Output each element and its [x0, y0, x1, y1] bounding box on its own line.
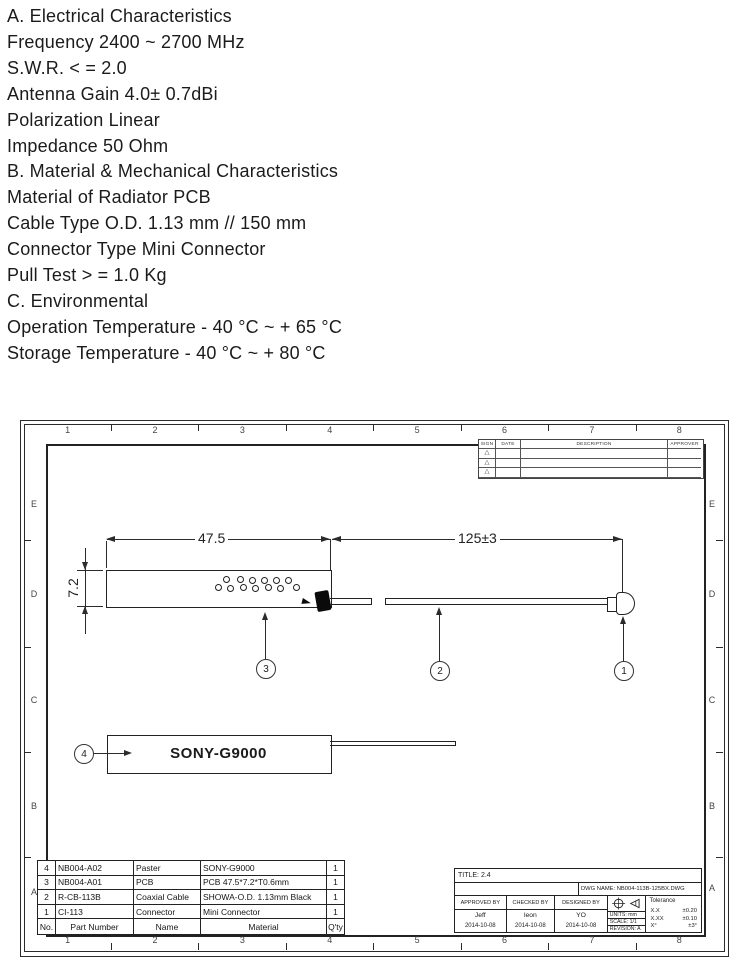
revision-marker-icon: △	[479, 468, 496, 478]
spec-line: Operation Temperature - 40 °C ~ + 65 °C	[7, 316, 343, 337]
pcb-hole-dot	[265, 584, 272, 591]
parts-header-part-number: Part Number	[56, 919, 134, 934]
parts-cell-qty: 1	[327, 890, 344, 905]
revision-cell	[496, 459, 521, 469]
row-letter: B	[708, 801, 716, 811]
tolerance-row	[650, 923, 697, 930]
paster-cable	[330, 741, 456, 746]
revision-cell	[521, 449, 668, 459]
ruler-tick	[716, 540, 723, 541]
title-text: TITLE: 2.4	[455, 869, 701, 883]
ruler-number: 8	[676, 935, 682, 945]
parts-cell-qty: 1	[327, 861, 344, 876]
parts-table	[37, 860, 345, 935]
balloon-2	[430, 661, 450, 681]
ruler-tick	[461, 424, 462, 431]
parts-cell-part-number: NB004-A01	[56, 876, 134, 891]
balloon-number: 4	[81, 748, 87, 760]
row-letter: E	[708, 499, 716, 509]
designed-by-date: 2014-10-08	[565, 922, 597, 929]
revision-cell	[496, 468, 521, 478]
spec-line: B. Material & Mechanical Characteristics	[7, 161, 339, 182]
approved-by-date: 2014-10-08	[464, 922, 496, 929]
parts-cell-name: Paster	[134, 861, 201, 876]
balloon-leader	[439, 613, 440, 661]
parts-cell-part-number: CI-113	[56, 905, 134, 920]
ruler-tick	[373, 943, 374, 950]
ruler-number: 2	[152, 425, 158, 435]
ruler-tick	[24, 857, 31, 858]
revision-cell	[668, 468, 701, 478]
ruler-tick	[461, 943, 462, 950]
dimension-47-5-label: 47.5	[195, 531, 228, 545]
parts-cell-part-number: NB004-A02	[56, 861, 134, 876]
revision-header-description: DESCRIPTION	[521, 440, 668, 449]
tolerance-label: Tolerance	[649, 898, 676, 904]
ruler-tick	[111, 424, 112, 431]
spec-line: A. Electrical Characteristics	[7, 6, 232, 26]
revision-marker-icon: △	[479, 459, 496, 469]
revision-cell	[668, 449, 701, 459]
designed-by-name: YO	[576, 912, 586, 920]
ruler-tick	[636, 424, 637, 431]
tolerance-dim: X°	[650, 922, 657, 929]
leader-arrow-icon	[436, 607, 442, 615]
spec-line: Pull Test > = 1.0 Kg	[7, 265, 167, 286]
row-letter: A	[30, 887, 38, 897]
scale-text: SCALE: 1/1	[608, 919, 646, 926]
tolerance-dim: X.X	[650, 908, 660, 915]
dwg-name: DWG NAME: NB004-113B-125BX.DWG	[581, 886, 685, 893]
ruler-number: 4	[327, 935, 333, 945]
balloon-leader	[92, 753, 125, 754]
extension-line	[330, 539, 331, 570]
leader-arrow-icon	[124, 750, 132, 756]
revision-header-date: DATE	[496, 440, 521, 449]
parts-cell-part-number: R-CB-113B	[56, 890, 134, 905]
parts-cell-material: PCB 47.5*7.2*T0.6mm	[201, 876, 327, 891]
spec-text	[7, 4, 342, 367]
ruler-tick	[24, 752, 31, 753]
dim-arrow-icon	[82, 562, 88, 570]
ruler-tick	[286, 943, 287, 950]
pcb-hole-dot	[293, 584, 300, 591]
tolerance-cell	[646, 896, 701, 932]
pcb-hole-dot	[261, 577, 268, 584]
revision-table	[478, 439, 704, 479]
dim-arrow-icon	[106, 536, 115, 542]
dimension-7-2-label: 7.2	[65, 578, 81, 598]
tolerance-value: ±0.20	[682, 908, 697, 915]
ruler-number: 3	[239, 425, 245, 435]
approved-by-cell	[455, 896, 507, 932]
title-block-empty-cell	[455, 883, 579, 895]
checked-by-name: leon	[523, 912, 537, 920]
spec-line: Connector Type Mini Connector	[7, 239, 266, 260]
revision-cell	[668, 459, 701, 469]
dimension-line-7-2	[85, 548, 86, 634]
pcb-hole-dot	[285, 577, 292, 584]
coax-cable-segment	[330, 598, 372, 605]
parts-header-no: No.	[38, 919, 56, 934]
revision-cell	[496, 449, 521, 459]
spec-line: C. Environmental	[7, 290, 149, 311]
revision-marker-icon: △	[479, 449, 496, 459]
ruler-tick	[548, 424, 549, 431]
tolerance-dim: X.XX	[650, 915, 664, 922]
ruler-number: 6	[502, 935, 508, 945]
balloon-3	[256, 659, 276, 679]
checked-by-label: CHECKED BY	[507, 896, 555, 910]
ruler-tick	[111, 943, 112, 950]
pcb-hole-dot	[215, 584, 222, 591]
revision-header-approver: APPROVER	[668, 440, 701, 449]
extension-line	[77, 606, 103, 607]
parts-cell-material: SHOWA-O.D. 1.13mm Black	[201, 890, 327, 905]
parts-cell-no: 2	[38, 890, 56, 905]
spec-line: S.W.R. < = 2.0	[7, 57, 127, 78]
ruler-number: 8	[676, 425, 682, 435]
spec-line: Frequency 2400 ~ 2700 MHz	[7, 31, 245, 52]
row-letter: E	[30, 499, 38, 509]
parts-cell-no: 1	[38, 905, 56, 920]
parts-cell-no: 4	[38, 861, 56, 876]
extension-line	[77, 570, 103, 571]
balloon-number: 2	[437, 665, 443, 677]
ruler-tick	[373, 424, 374, 431]
row-letter: C	[30, 695, 38, 705]
extension-line	[106, 541, 107, 568]
pcb-hole-dot	[237, 576, 244, 583]
ruler-number: 7	[589, 425, 595, 435]
designed-by-cell	[555, 896, 608, 932]
ruler-number: 6	[502, 425, 508, 435]
spec-line: Cable Type O.D. 1.13 mm // 150 mm	[7, 213, 307, 234]
pcb-hole-dot	[223, 576, 230, 583]
ruler-number: 5	[414, 425, 420, 435]
leader-arrow-icon	[620, 616, 626, 624]
units-scale-cell	[608, 896, 647, 932]
revision-cell	[521, 459, 668, 469]
third-angle-projection-icon	[608, 896, 646, 912]
row-letter: D	[708, 589, 716, 599]
pcb-hole-dot	[277, 585, 284, 592]
ruler-tick	[24, 647, 31, 648]
revision-text: REVISION: A	[609, 926, 641, 932]
tolerance-row	[650, 908, 697, 915]
parts-cell-name: PCB	[134, 876, 201, 891]
ruler-tick	[198, 943, 199, 950]
tolerance-value: ±0.10	[682, 915, 697, 922]
ruler-tick	[24, 540, 31, 541]
approved-by-label: APPROVED BY	[455, 896, 506, 910]
row-letter: D	[30, 589, 38, 599]
spec-line: Antenna Gain 4.0± 0.7dBi	[7, 83, 218, 104]
balloon-number: 1	[621, 665, 627, 677]
balloon-number: 3	[263, 663, 269, 675]
parts-cell-name: Connector	[134, 905, 201, 920]
pcb-hole-dot	[273, 577, 280, 584]
spec-line: Impedance 50 Ohm	[7, 135, 169, 156]
parts-cell-qty: 1	[327, 905, 344, 920]
parts-header-material: Material	[201, 919, 327, 934]
row-letter: C	[708, 695, 716, 705]
spec-line: Storage Temperature - 40 °C ~ + 80 °C	[7, 342, 326, 363]
pcb-hole-dot	[240, 584, 247, 591]
units-text: UNITS: mm	[608, 912, 646, 919]
ruler-number: 4	[327, 425, 333, 435]
revision-cell	[521, 468, 668, 478]
dim-arrow-icon	[82, 606, 88, 614]
ruler-tick	[716, 857, 723, 858]
dim-arrow-icon	[321, 536, 330, 542]
ruler-tick	[716, 647, 723, 648]
parts-cell-name: Coaxial Cable	[134, 890, 201, 905]
row-letter: A	[708, 883, 716, 893]
ruler-number: 7	[589, 935, 595, 945]
title-block	[454, 868, 702, 933]
ruler-tick	[636, 943, 637, 950]
ruler-number: 2	[152, 935, 158, 945]
ruler-tick	[198, 424, 199, 431]
parts-cell-no: 3	[38, 876, 56, 891]
ruler-tick	[286, 424, 287, 431]
balloon-leader	[623, 622, 624, 661]
ruler-number: 5	[414, 935, 420, 945]
ruler-tick	[548, 943, 549, 950]
approved-by-name: Jeff	[474, 912, 486, 920]
pcb-hole-dot	[227, 585, 234, 592]
designed-by-label: DESIGNED BY	[555, 896, 607, 910]
tolerance-value: ±3°	[688, 922, 697, 929]
parts-cell-material: SONY-G9000	[201, 861, 327, 876]
dim-arrow-icon	[613, 536, 622, 542]
dim-arrow-icon	[332, 536, 341, 542]
pcb-hole-dot	[252, 585, 259, 592]
dimension-125-label: 125±3	[455, 531, 500, 545]
parts-header-qty: Q'ty	[328, 921, 343, 932]
paster-label: SONY-G9000	[170, 745, 267, 762]
leader-arrow-icon	[262, 612, 268, 620]
pcb-hole-dot	[249, 577, 256, 584]
ruler-number: 1	[65, 935, 71, 945]
extension-line	[622, 539, 623, 592]
tolerance-row	[650, 916, 697, 923]
coax-cable-segment	[385, 598, 608, 605]
balloon-1	[614, 661, 634, 681]
spec-line: Polarization Linear	[7, 109, 160, 130]
balloon-leader	[265, 618, 266, 659]
balloon-4	[74, 744, 94, 764]
spec-line: Material of Radiator PCB	[7, 187, 211, 208]
parts-cell-material: Mini Connector	[201, 905, 327, 920]
ruler-tick	[716, 752, 723, 753]
parts-header-name: Name	[134, 919, 201, 934]
ruler-number: 1	[65, 425, 71, 435]
parts-cell-qty: 1	[327, 876, 344, 891]
checked-by-date: 2014-10-08	[515, 922, 546, 929]
ruler-number: 3	[239, 935, 245, 945]
revision-header-sign: SIGN	[479, 440, 496, 449]
checked-by-cell	[507, 896, 556, 932]
row-letter: B	[30, 801, 38, 811]
